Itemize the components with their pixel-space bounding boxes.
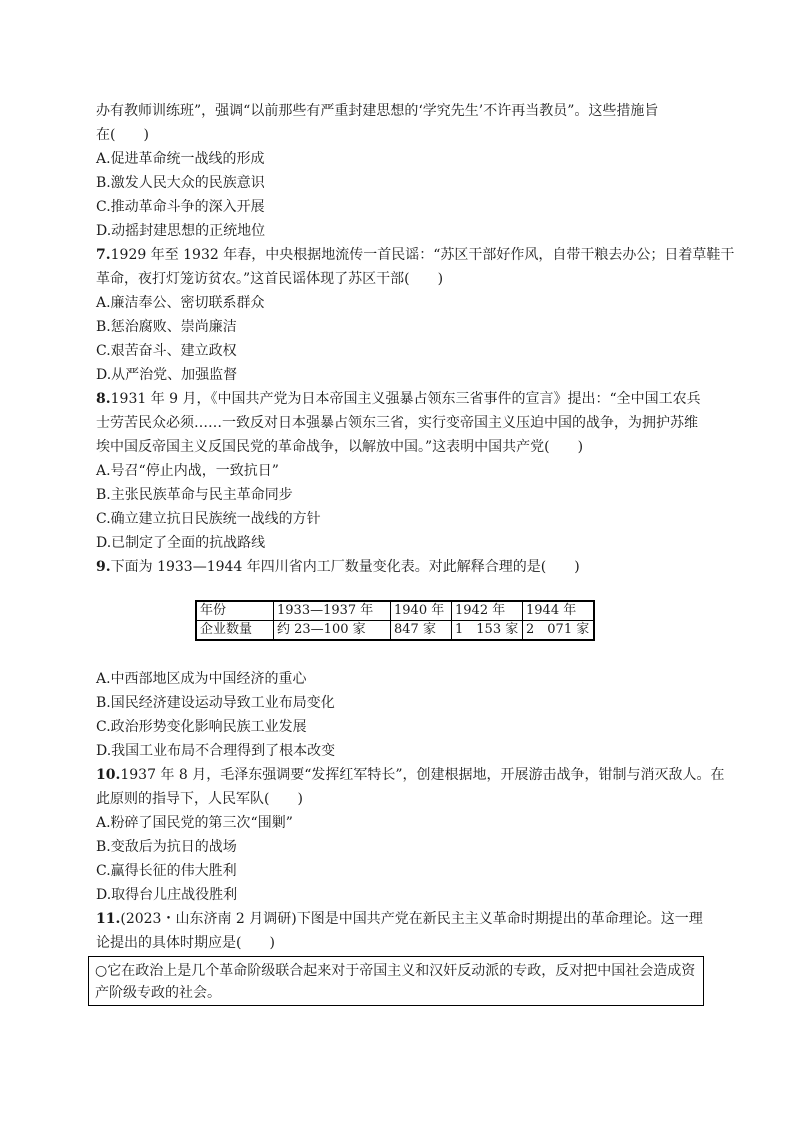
table-cell: 1940 年 bbox=[391, 601, 452, 621]
table-cell: 1944 年 bbox=[523, 601, 595, 621]
q9-stem-line1 bbox=[96, 558, 580, 576]
q9-number: 9. bbox=[96, 559, 111, 575]
q11-quote-box bbox=[88, 956, 704, 1006]
q8-stem-line1 bbox=[96, 390, 701, 408]
table-row bbox=[196, 621, 594, 641]
q7-option-b: B.惩治腐败、崇尚廉洁 bbox=[96, 319, 237, 335]
q11-stem-text: (2023・山东济南 2 月调研)下图是中国共产党在新民主主义革命时期提出的革命理论。这一理 bbox=[120, 911, 703, 927]
q10-option-c: C.赢得长征的伟大胜利 bbox=[96, 863, 237, 879]
q10-stem-line2: 此原则的指导下，人民军队( ) bbox=[96, 791, 303, 807]
table-cell: 847 家 bbox=[391, 621, 452, 641]
q9-stem-text: 下面为 1933—1944 年四川省内工厂数量变化表。对此解释合理的是( ) bbox=[110, 559, 580, 575]
q9-option-a: A.中西部地区成为中国经济的重心 bbox=[96, 671, 307, 687]
q7-option-a: A.廉洁奉公、密切联系群众 bbox=[96, 295, 265, 311]
q6-option-c: C.推动革命斗争的深入开展 bbox=[96, 199, 265, 215]
table-cell: 1 153 家 bbox=[452, 621, 523, 641]
q7-stem-line2: 革命，夜打灯笼访贫农。”这首民谣体现了苏区干部( ) bbox=[96, 271, 444, 287]
q11-number: 11. bbox=[96, 911, 121, 927]
q11-stem-line2: 论提出的具体时期应是( ) bbox=[96, 935, 275, 951]
q11-stem-line1 bbox=[96, 910, 703, 928]
q8-number: 8. bbox=[96, 391, 111, 407]
q8-option-d: D.已制定了全面的抗战路线 bbox=[96, 535, 266, 551]
q8-option-b: B.主张民族革命与民主革命同步 bbox=[96, 487, 293, 503]
q11-box-line1: ○它在政治上是几个革命阶级联合起来对于帝国主义和汉奸反动派的专政，反对把中国社会造成资 bbox=[95, 963, 696, 979]
factory-count-table bbox=[195, 600, 595, 641]
q10-option-d: D.取得台儿庄战役胜利 bbox=[96, 887, 238, 903]
q6-text-line1: 办有教师训练班”，强调“以前那些有严重封建思想的‘学究先生’不许再当教员”。这些措施旨 bbox=[96, 103, 659, 119]
table-row bbox=[196, 601, 594, 621]
table-cell: 企业数量 bbox=[196, 621, 274, 641]
q6-option-a: A.促进革命统一战线的形成 bbox=[96, 151, 265, 167]
q6-option-d: D.动摇封建思想的正统地位 bbox=[96, 223, 266, 239]
q8-option-c: C.确立建立抗日民族统一战线的方针 bbox=[96, 511, 321, 527]
q7-stem-line1 bbox=[96, 246, 734, 264]
q9-option-c: C.政治形势变化影响民族工业发展 bbox=[96, 719, 307, 735]
q7-option-c: C.艰苦奋斗、建立政权 bbox=[96, 343, 237, 359]
table-cell: 1942 年 bbox=[452, 601, 523, 621]
q6-option-b: B.激发人民大众的民族意识 bbox=[96, 175, 265, 191]
q8-stem-text: 1931 年 9 月，《中国共产党为日本帝国主义强暴占领东三省事件的宣言》提出：“全中国工农兵 bbox=[110, 391, 701, 407]
q10-stem-line1 bbox=[96, 766, 725, 784]
q9-option-b: B.国民经济建设运动导致工业布局变化 bbox=[96, 695, 335, 711]
q6-text-line2: 在( ) bbox=[96, 127, 149, 143]
q10-option-a: A.粉碎了国民党的第三次“围剿” bbox=[96, 815, 293, 831]
q8-stem-line2: 士劳苦民众必须……一致反对日本强暴占领东三省，实行变帝国主义压迫中国的战争，为拥护苏维 bbox=[96, 415, 698, 431]
q9-option-d: D.我国工业布局不合理得到了根本改变 bbox=[96, 743, 336, 759]
q10-option-b: B.变敌后为抗日的战场 bbox=[96, 839, 237, 855]
table-cell: 2 071 家 bbox=[523, 621, 595, 641]
table-cell: 1933—1937 年 bbox=[274, 601, 391, 621]
q8-stem-line3: 埃中国反帝国主义反国民党的革命战争，以解放中国。”这表明中国共产党( ) bbox=[96, 439, 584, 455]
q7-number: 7. bbox=[96, 247, 111, 263]
q10-stem-text: 1937 年 8 月，毛泽东强调要“发挥红军特长”，创建根据地，开展游击战争，钳制与消灭敌人。在 bbox=[120, 767, 725, 783]
q8-option-a: A.号召“停止内战，一致抗日” bbox=[96, 463, 279, 479]
table-cell: 约 23—100 家 bbox=[274, 621, 391, 641]
q7-stem-text: 1929 年至 1932 年春，中央根据地流传一首民谣：“苏区干部好作风，自带干粮去办公；日着草鞋干 bbox=[110, 247, 735, 263]
q11-box-line2: 产阶级专政的社会。 bbox=[95, 985, 221, 1001]
q7-option-d: D.从严治党、加强监督 bbox=[96, 367, 238, 383]
q10-number: 10. bbox=[96, 767, 121, 783]
table-cell: 年份 bbox=[196, 601, 274, 621]
